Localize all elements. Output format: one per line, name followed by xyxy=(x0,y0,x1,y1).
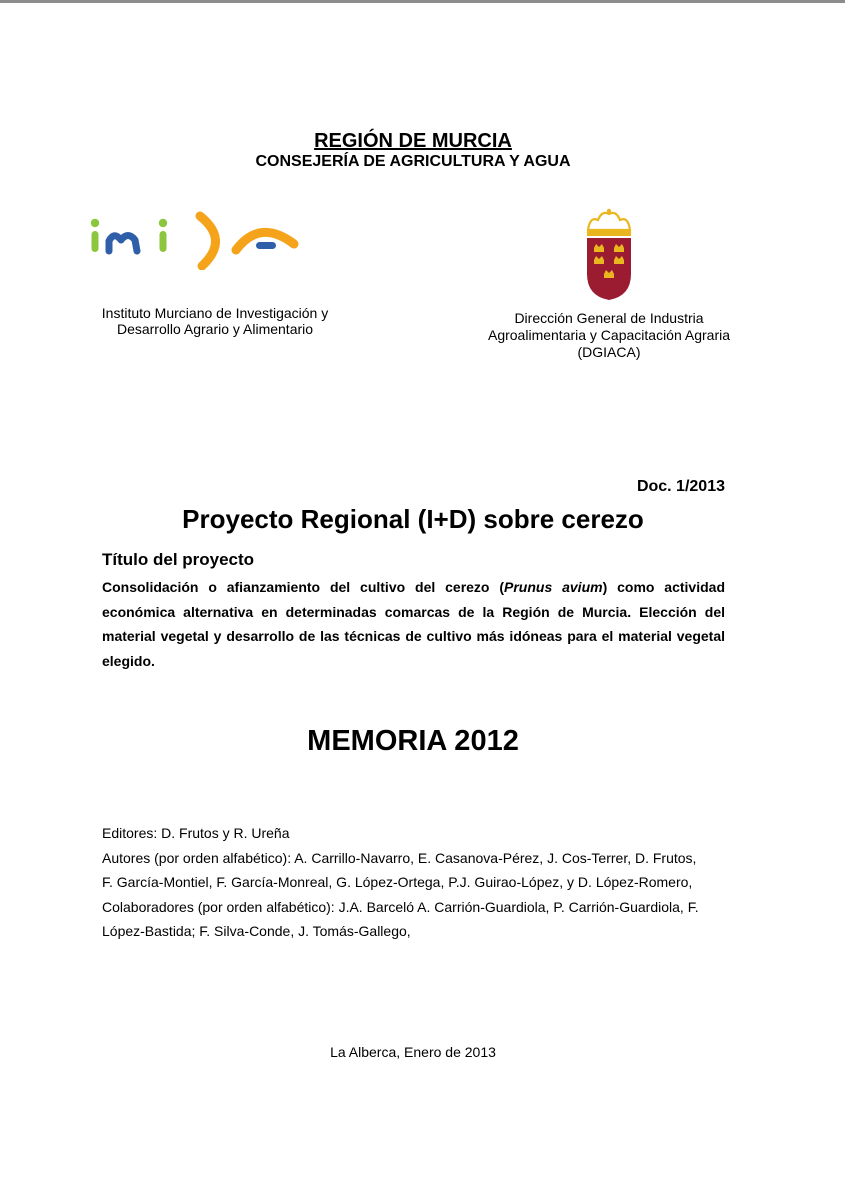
species-name: Prunus avium xyxy=(504,579,603,595)
dgiaca-name-line: Agroalimentaria y Capacitación Agraria xyxy=(487,327,730,343)
top-border-line xyxy=(0,0,845,3)
editors-line: Editores: D. Frutos y R. Ureña xyxy=(102,825,290,841)
imida-logo xyxy=(90,210,300,270)
memoria-title: MEMORIA 2012 xyxy=(307,725,519,757)
project-heading: Proyecto Regional (I+D) sobre cerezo xyxy=(182,504,644,534)
imida-name-line: Desarrollo Agrario y Alimentario xyxy=(116,321,314,337)
project-title-label: Título del proyecto xyxy=(102,550,255,569)
authors-line: F. García-Montiel, F. García-Monreal, G. López-Ortega, P.J. Guirao-López, y D. López-Romero, xyxy=(102,874,693,891)
dgiaca-name-line: (DGIACA) xyxy=(577,344,641,360)
collaborators-line: López-Bastida; F. Silva-Conde, J. Tomás-Gallego, xyxy=(102,923,411,940)
project-title-part: Consolidación o afianzamiento del cultivo del cerezo ( xyxy=(102,579,505,595)
dgiaca-direction-name xyxy=(474,310,744,361)
place-and-date: La Alberca, Enero de 2013 xyxy=(330,1044,496,1060)
collaborators-line: Colaboradores (por orden alfabético): J.A. Barceló A. Carrión-Guardiola, P. Carrión-Guardiola, F. xyxy=(102,898,699,915)
project-title-text xyxy=(102,575,725,674)
authors-line: Autores (por orden alfabético): A. Carrillo-Navarro, E. Casanova-Pérez, J. Cos-Terrer, D. Frutos, xyxy=(102,849,697,866)
dgiaca-name-line: Dirección General de Industria xyxy=(514,310,704,326)
region-title: REGIÓN DE MURCIA xyxy=(314,130,512,152)
consejeria-title: CONSEJERÍA DE AGRICULTURA Y AGUA xyxy=(255,153,571,170)
murcia-coat-of-arms-icon xyxy=(584,208,634,302)
credits-block xyxy=(102,821,732,944)
imida-institute-name xyxy=(90,305,340,337)
project-title-part: ) como actividad económica alternativa en determinadas comarcas de la Región de Murcia. Elección del material vegetal y desarrollo de las técnicas de cultivo más idóneas para el material vegetal elegido. xyxy=(102,579,725,670)
imida-name-line: Instituto Murciano de Investigación y xyxy=(101,305,329,321)
document-number: Doc. 1/2013 xyxy=(636,478,725,495)
